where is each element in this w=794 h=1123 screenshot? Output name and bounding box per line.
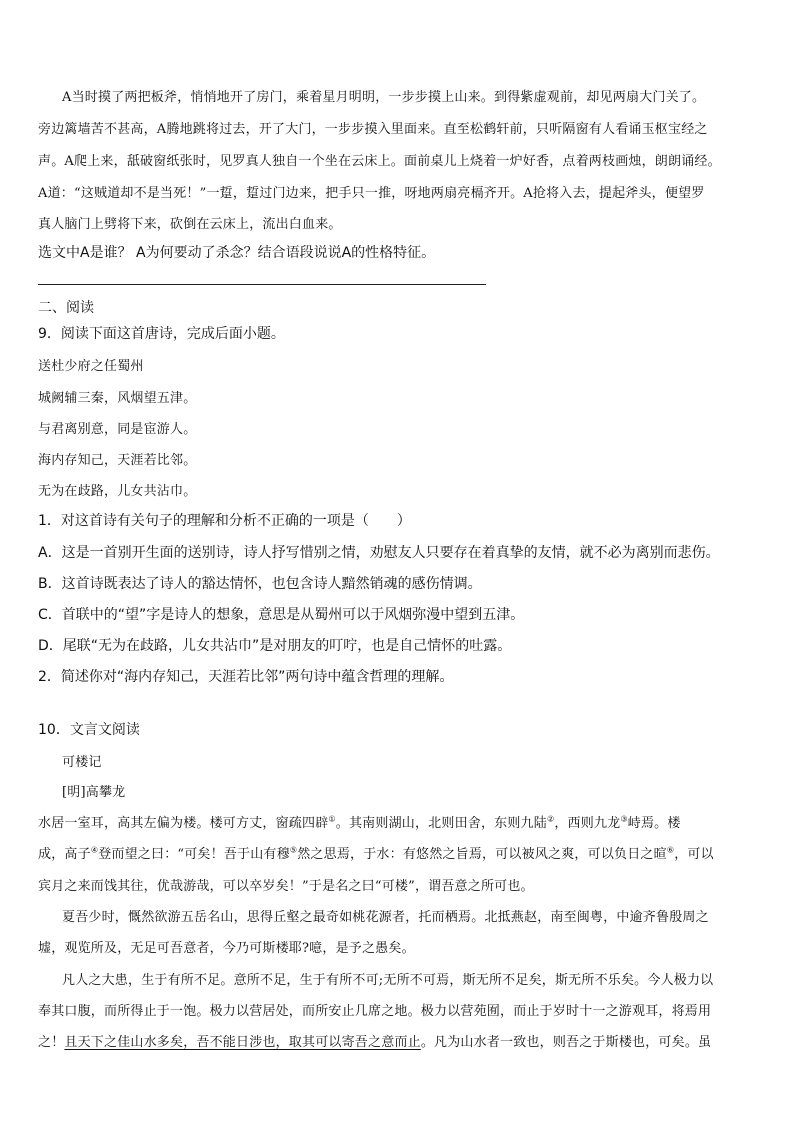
poem-line-3: 海内存知己，天涯若比邻。 <box>38 453 197 468</box>
poem-title: 送杜少府之任蜀州 <box>38 359 144 374</box>
footnote-mark: ② <box>546 814 555 824</box>
passage-line-2: 旁边篱墙苦不甚高，A腾地跳将过去，开了大门，一步步摸入里面来。直至松鹤轩前，只听隔窗有人看诵玉枢宝经之 <box>38 122 708 137</box>
essay-line-8 <box>38 1031 711 1050</box>
question-9-intro: 9．阅读下面这首唐诗，完成后面小题。 <box>38 326 285 342</box>
footnote-mark: ① <box>328 814 336 824</box>
passage-line-4: A道：“这贼道却不是当死！”一踅，踅过门边来，把手只一推，呀地两扇亮槅齐开。A抢将入去，提起斧头，便望罗 <box>38 186 705 201</box>
poem-line-1: 城阙辅三秦，风烟望五津。 <box>38 391 197 406</box>
footnote-mark: ④ <box>90 845 99 855</box>
essay-line-1 <box>38 812 681 831</box>
text-segment: ，西则九龙 <box>554 816 621 831</box>
sub-question-1: 1．对这首诗有关句子的理解和分析不正确的一项是（ ） <box>38 513 411 529</box>
option-d[interactable]: D．尾联“无为在歧路，儿女共沾巾”是对朋友的叮咛，也是自己情怀的吐露。 <box>38 638 512 654</box>
question-10-intro: 10．文言文阅读 <box>38 722 140 738</box>
poem-line-2: 与君离别意，同是宦游人。 <box>38 422 197 437</box>
option-a[interactable]: A．这是一首别开生面的送别诗，诗人抒写惜别之情，劝慰友人只要存在着真挚的友情，就不必为离别而悲伤。 <box>38 545 720 561</box>
footnote-mark: ⑤ <box>289 845 298 855</box>
text-segment: 登而望之曰：“可矣！吾于山有穆 <box>98 847 290 862</box>
question-8: 选文中A是谁？ A为何要动了杀念？结合语段说说A的性格特征。 <box>38 245 436 261</box>
poem-line-4: 无为在歧路，儿女共沾巾。 <box>38 484 197 499</box>
essay-line-6: 凡人之大患，生于有所不足。意所不足，生于有所不可;无所不可焉，斯无所不足矣，斯无所不乐矣。今人极力以 <box>62 973 714 988</box>
section-heading: 二、阅读 <box>38 300 94 316</box>
text-segment: 水居一室耳，高其左偏为楼。楼可方丈，窗疏四辟 <box>38 816 329 831</box>
footnote-mark: ⑥ <box>666 845 675 855</box>
text-segment: 然之思焉，于水：有悠然之旨焉，可以被风之爽，可以负日之暄 <box>297 847 667 862</box>
essay-line-2 <box>38 843 714 862</box>
option-b[interactable]: B．这首诗既表达了诗人的豁达情怀，也包含诗人黯然销魂的感伤情调。 <box>38 576 482 592</box>
essay-line-3: 宾月之来而饯其往，优哉游哉，可以卒岁矣！”于是名之曰“可楼”，谓吾意之所可也。 <box>38 879 534 894</box>
text-segment: 。凡为山水者一致也，则吾之于斯楼也，可矣。虽 <box>420 1035 712 1050</box>
essay-title: 可楼记 <box>62 755 102 770</box>
underlined-sentence: 且天下之佳山水多矣，吾不能日涉也，取其可以寄吾之意而止 <box>64 1035 421 1050</box>
essay-line-4: 夏吾少时，慨然欲游五岳名山，思得丘壑之最奇如桃花源者，托而栖焉。北抵燕赵，南至闽粤，中逾齐鲁殷周之 <box>62 910 709 925</box>
footnote-mark: ③ <box>620 814 628 824</box>
passage-line-3: 声。A爬上来，舐破窗纸张时，见罗真人独自一个坐在云床上。面前桌儿上烧着一炉好香，点着两枝画烛，朗朗诵经。 <box>38 154 721 169</box>
text-segment: 成，高子 <box>38 847 91 862</box>
text-segment: 峙焉。楼 <box>627 816 681 831</box>
passage-line-5: 真人脑门上劈将下来，砍倒在云床上，流出白血来。 <box>38 217 342 232</box>
text-segment: ，可以 <box>674 847 714 862</box>
text-segment: 之！ <box>38 1035 65 1050</box>
text-segment: 。其南则湖山，北则田舍，东则九陆 <box>335 816 547 831</box>
essay-line-7: 奉其口腹，而所得止于一饱。极力以营居处，而所安止几席之地。极力以营苑囿，而止于岁时十一之游观耳，将焉用 <box>38 1004 712 1019</box>
option-c[interactable]: C．首联中的“望”字是诗人的想象，意思是从蜀州可以于风烟弥漫中望到五津。 <box>38 607 525 623</box>
essay-author: [明]高攀龙 <box>62 785 126 800</box>
essay-line-5: 墟，观览所及，无足可吾意者，今乃可斯楼耶?噫，是予之愚矣。 <box>38 941 415 956</box>
passage-line-1: A当时摸了两把板斧，悄悄地开了房门，乘着星月明明，一步步摸上山来。到得紫虚观前，却见两扇大门关了。 <box>62 90 706 105</box>
answer-line[interactable] <box>38 284 486 285</box>
sub-question-2: 2．简述你对“海内存知己，天涯若比邻”两句诗中蕴含哲理的理解。 <box>38 669 454 685</box>
